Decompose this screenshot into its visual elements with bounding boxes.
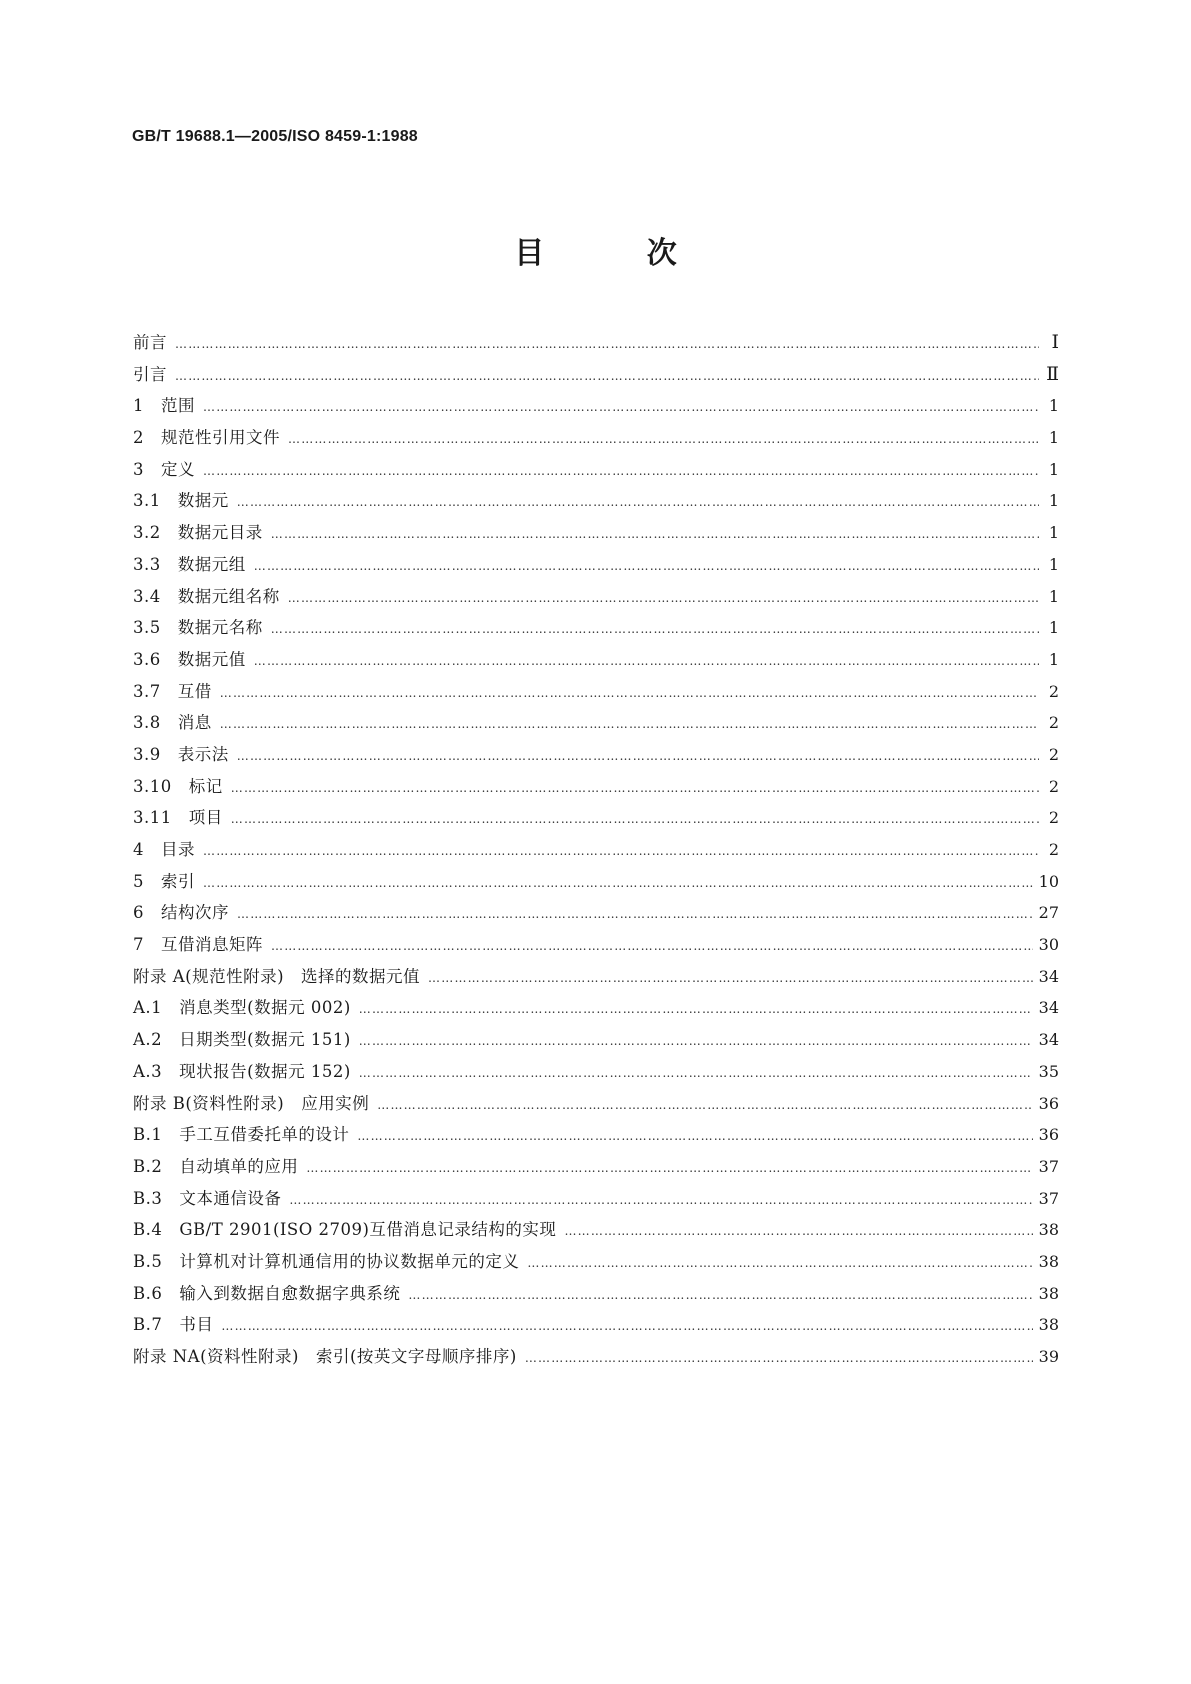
toc-entry-label: B.7 书目 (133, 1315, 214, 1335)
toc-entry-page-number: 38 (1038, 1220, 1059, 1240)
document-id: GB/T 19688.1—2005/ISO 8459-1:1988 (132, 128, 418, 145)
toc-entry[interactable] (133, 1088, 1059, 1120)
toc-entry-label: B.3 文本通信设备 (133, 1188, 282, 1208)
toc-entry-label: 附录 NA(资料性附录) 索引(按英文字母顺序排序) (133, 1347, 517, 1366)
toc-entry-page-number: 2 (1048, 681, 1059, 701)
toc-entry[interactable] (133, 1024, 1059, 1056)
toc-entry-page-number: 1 (1048, 459, 1059, 479)
toc-entry[interactable] (133, 390, 1059, 422)
toc-entry-label: 3.11 项目 (133, 808, 223, 828)
toc-entry-label: 5 索引 (133, 871, 195, 891)
toc-entry-label: 1 范围 (133, 396, 195, 416)
toc-entry-label: 3.4 数据元组名称 (133, 586, 280, 606)
toc-leader-dots (175, 329, 1039, 361)
toc-leader-dots (271, 519, 1039, 551)
toc-entry-label: 7 互借消息矩阵 (133, 935, 263, 955)
toc-entry-label: B.4 GB/T 2901(ISO 2709)互借消息记录结构的实现 (133, 1220, 557, 1240)
toc-leader-dots (271, 614, 1039, 646)
toc-entry[interactable] (133, 992, 1059, 1024)
toc-entry[interactable] (133, 612, 1059, 644)
toc-entry[interactable] (133, 485, 1059, 517)
toc-entry-page-number: 1 (1048, 428, 1059, 448)
toc-entry[interactable] (133, 1056, 1059, 1088)
toc-entry-label: A.3 现状报告(数据元 152) (133, 1061, 351, 1081)
toc-entry-label: 前言 (133, 333, 167, 352)
toc-entry[interactable] (133, 834, 1059, 866)
toc-entry[interactable] (133, 1341, 1059, 1373)
toc-entry-label: B.5 计算机对计算机通信用的协议数据单元的定义 (133, 1251, 520, 1271)
toc-entry-label: 引言 (133, 364, 167, 384)
toc-leader-dots (359, 994, 1033, 1026)
toc-entry-label: 3.7 互借 (133, 681, 212, 701)
toc-entry[interactable] (133, 1214, 1059, 1246)
toc-entry-page-number: Ⅰ (1051, 331, 1059, 353)
toc-entry[interactable] (133, 1119, 1059, 1151)
toc-leader-dots (408, 1280, 1032, 1312)
toc-entry-page-number: Ⅱ (1046, 362, 1059, 385)
toc-entry-label: 3.10 标记 (133, 776, 223, 796)
toc-leader-dots (220, 709, 1039, 741)
toc-leader-dots (203, 456, 1039, 488)
toc-leader-dots (203, 868, 1033, 900)
toc-entry[interactable] (133, 961, 1059, 993)
toc-leader-dots (359, 1026, 1033, 1058)
toc-leader-dots (357, 1121, 1032, 1153)
toc-entry-page-number: 2 (1048, 744, 1059, 764)
toc-leader-dots (359, 1058, 1033, 1090)
toc-entry[interactable] (133, 1151, 1059, 1183)
toc-entry[interactable] (133, 866, 1059, 898)
toc-entry-label: 3.9 表示法 (133, 744, 229, 764)
toc-entry[interactable] (133, 549, 1059, 581)
toc-leader-dots (377, 1090, 1032, 1122)
toc-leader-dots (237, 741, 1039, 773)
toc-entry[interactable] (133, 676, 1059, 708)
toc-entry-page-number: 1 (1048, 396, 1059, 416)
toc-entry-label: 3.5 数据元名称 (133, 618, 263, 638)
toc-leader-dots (564, 1216, 1032, 1248)
toc-entry[interactable] (133, 739, 1059, 771)
toc-entry-label: 3.3 数据元组 (133, 554, 246, 574)
toc-entry-page-number: 37 (1038, 1188, 1059, 1208)
toc-entry-label: 6 结构次序 (133, 903, 229, 923)
toc-entry-page-number: 2 (1048, 713, 1059, 733)
toc-entry-page-number: 34 (1038, 966, 1059, 986)
toc-entry-page-number: 2 (1048, 808, 1059, 828)
toc-entry[interactable] (133, 1183, 1059, 1215)
toc-entry-label: B.2 自动填单的应用 (133, 1156, 299, 1176)
toc-leader-dots (220, 678, 1039, 710)
toc-entry-label: B.1 手工互借委托单的设计 (133, 1125, 350, 1145)
toc-leader-dots (254, 646, 1039, 678)
toc-entry[interactable] (133, 517, 1059, 549)
toc-entry-label: 3 定义 (133, 459, 195, 479)
toc-leader-dots (525, 1343, 1033, 1375)
toc-leader-dots (527, 1248, 1032, 1280)
page-title: 目 次 (514, 236, 723, 271)
toc-entry-label: 3.1 数据元 (133, 491, 229, 511)
toc-entry-page-number: 1 (1048, 649, 1059, 669)
table-of-contents (133, 327, 1059, 1373)
toc-entry-label: A.1 消息类型(数据元 002) (133, 998, 351, 1018)
toc-entry-page-number: 35 (1038, 1061, 1059, 1081)
toc-leader-dots (237, 487, 1039, 519)
toc-entry-page-number: 38 (1038, 1283, 1059, 1303)
toc-entry-label: 附录 A(规范性附录) 选择的数据元值 (133, 966, 421, 986)
toc-leader-dots (254, 551, 1039, 583)
toc-entry-page-number: 1 (1048, 586, 1059, 606)
toc-entry-page-number: 38 (1038, 1315, 1059, 1335)
toc-entry-page-number: 34 (1038, 1030, 1059, 1050)
toc-leader-dots (237, 899, 1033, 931)
toc-entry[interactable] (133, 802, 1059, 834)
toc-entry-page-number: 30 (1038, 935, 1059, 955)
toc-leader-dots (231, 804, 1039, 836)
toc-entry-page-number: 34 (1038, 998, 1059, 1018)
toc-entry-label: 3.8 消息 (133, 713, 212, 733)
toc-entry-label: A.2 日期类型(数据元 151) (133, 1030, 351, 1050)
toc-entry-page-number: 1 (1048, 491, 1059, 511)
toc-entry-label: B.6 输入到数据自愈数据字典系统 (133, 1283, 401, 1303)
toc-leader-dots (203, 392, 1039, 424)
toc-entry-page-number: 36 (1038, 1125, 1059, 1145)
toc-entry-page-number: 1 (1048, 523, 1059, 543)
toc-entry[interactable] (133, 644, 1059, 676)
toc-entry-page-number: 38 (1038, 1251, 1059, 1271)
toc-entry[interactable] (133, 581, 1059, 613)
toc-entry[interactable] (133, 897, 1059, 929)
toc-entry[interactable] (133, 1309, 1059, 1341)
toc-leader-dots (231, 773, 1039, 805)
toc-entry-label: 3.2 数据元目录 (133, 523, 263, 543)
toc-leader-dots (175, 361, 1039, 393)
toc-entry-page-number: 1 (1048, 618, 1059, 638)
toc-entry[interactable] (133, 771, 1059, 803)
toc-entry-page-number: 39 (1038, 1347, 1059, 1366)
toc-entry-label: 3.6 数据元值 (133, 649, 246, 669)
toc-entry[interactable] (133, 929, 1059, 961)
toc-leader-dots (289, 1185, 1032, 1217)
toc-entry-page-number: 37 (1038, 1156, 1059, 1176)
toc-leader-dots (288, 424, 1039, 456)
toc-entry-label: 4 目录 (133, 840, 195, 859)
toc-entry[interactable] (133, 422, 1059, 454)
toc-leader-dots (203, 836, 1039, 868)
toc-leader-dots (221, 1311, 1032, 1343)
toc-leader-dots (288, 583, 1039, 615)
toc-entry[interactable] (133, 327, 1059, 359)
toc-entry[interactable] (133, 707, 1059, 739)
toc-entry-label: 附录 B(资料性附录) 应用实例 (133, 1093, 370, 1113)
toc-entry-page-number: 10 (1038, 871, 1059, 891)
toc-entry[interactable] (133, 1278, 1059, 1310)
toc-entry[interactable] (133, 454, 1059, 486)
toc-entry[interactable] (133, 1246, 1059, 1278)
toc-leader-dots (271, 931, 1033, 963)
toc-leader-dots (306, 1153, 1032, 1185)
toc-entry-page-number: 36 (1038, 1093, 1059, 1113)
toc-entry-page-number: 2 (1048, 776, 1059, 796)
toc-entry[interactable] (133, 359, 1059, 391)
toc-entry-page-number: 1 (1048, 554, 1059, 574)
toc-leader-dots (428, 963, 1033, 995)
toc-entry-page-number: 27 (1038, 903, 1059, 923)
toc-entry-label: 2 规范性引用文件 (133, 428, 280, 448)
toc-entry-page-number: 2 (1048, 840, 1059, 859)
